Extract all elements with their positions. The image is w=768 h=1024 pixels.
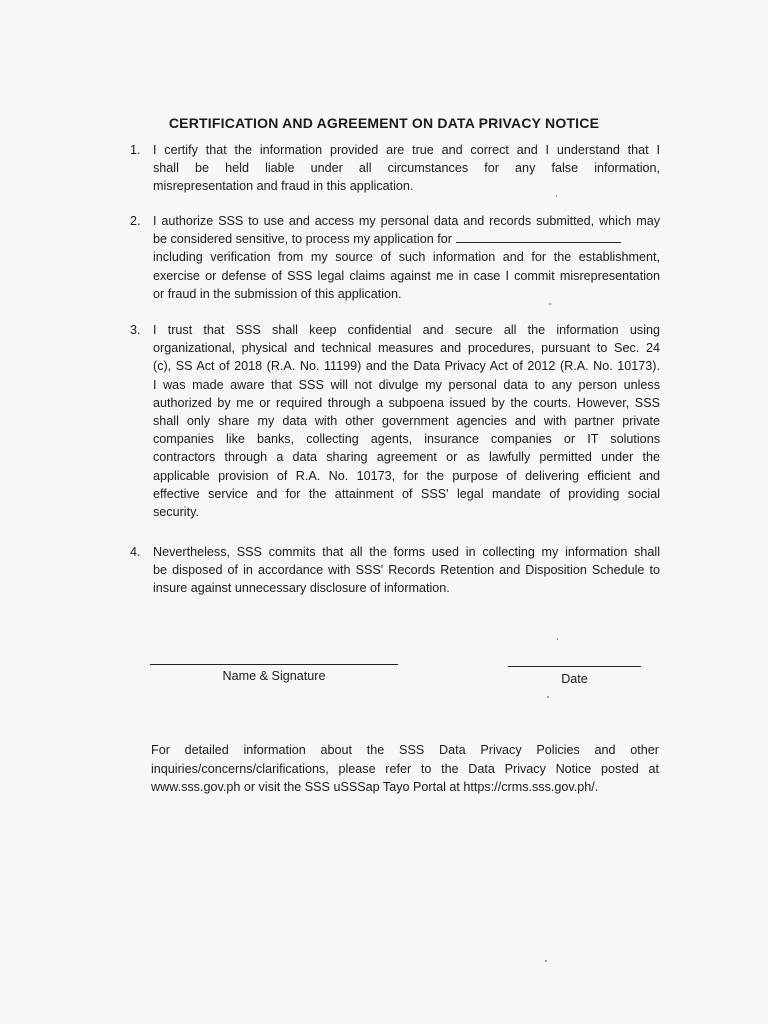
footer-note — [151, 741, 659, 797]
item-text-line: applicable provision of R.A. No. 10173, for the purpose of delivering efficient and — [153, 468, 660, 483]
item-text-line: contractors through a data sharing agreement or as lawfully permitted under the — [153, 450, 660, 465]
item-text-line: authorized by me or required through a subpoena issued by the courts. However, SSS — [153, 395, 660, 410]
item-text-line: misrepresentation and fraud in this application. — [153, 179, 414, 194]
item-text-line-with-blank — [153, 230, 660, 248]
item-text-line: or fraud in the submission of this application. — [153, 286, 402, 301]
date-line — [508, 666, 641, 667]
name-signature-line — [150, 664, 398, 665]
item-text-line: be disposed of in accordance with SSS' Records Retention and Disposition Schedule to — [153, 563, 660, 578]
name-signature-label: Name & Signature — [222, 669, 326, 683]
item-text-line: I was made aware that SSS will not divulge my personal data to any person unless — [153, 377, 660, 392]
item-text-line: Nevertheless, SSS commits that all the forms used in collecting my information shall — [153, 545, 660, 559]
item-text-line: I authorize SSS to use and access my personal data and records submitted, which may — [153, 214, 660, 228]
item-number: 2. — [130, 214, 141, 228]
list-item-3 — [130, 321, 660, 521]
footer-text-line: inquiries/concerns/clarifications, please refer to the Data Privacy Notice posted at — [151, 761, 659, 776]
footer-text-line: For detailed information about the SSS Data Privacy Policies and other — [151, 743, 659, 757]
scan-speck — [556, 195, 557, 197]
item-text-line: including verification from my source of such information and for the establishment, — [153, 250, 660, 265]
list-item-1 — [130, 141, 660, 196]
item-text-line: I certify that the information provided are true and correct and I understand that I — [153, 143, 660, 157]
item-text-line: security. — [153, 505, 199, 520]
item-text-line: I trust that SSS shall keep confidential and secure all the information using — [153, 323, 660, 337]
item-text-line: effective service and for the attainment of SSS' legal mandate of providing social — [153, 486, 660, 501]
list-item-4 — [130, 543, 660, 598]
item-text-line: insure against unnecessary disclosure of information. — [153, 581, 450, 596]
item-text-line: exercise or defense of SSS legal claims against me in case I commit misrepresentation — [153, 268, 660, 283]
item-number: 3. — [130, 323, 141, 337]
document-title: CERTIFICATION AND AGREEMENT ON DATA PRIVACY NOTICE — [168, 115, 600, 131]
date-label: Date — [561, 672, 588, 686]
item-text-line: companies like banks, collecting agents, insurance companies or IT solutions — [153, 432, 660, 447]
footer-text-line: www.sss.gov.ph or visit the SSS uSSSap Tayo Portal at https://crms.sss.gov.ph/. — [151, 780, 599, 794]
scan-speck — [549, 303, 551, 305]
scan-speck — [547, 696, 549, 698]
item-text-line: shall be held liable under all circumstances for any false information, — [153, 161, 660, 176]
list-item-2 — [130, 212, 660, 303]
item-number: 1. — [130, 143, 141, 157]
scan-speck — [557, 638, 558, 640]
item-number: 4. — [130, 545, 141, 559]
scan-speck — [545, 960, 547, 962]
application-type-blank — [456, 230, 621, 243]
item-text-line: shall only share my data with other government agencies and with partner private — [153, 414, 660, 429]
item-text-line: (c), SS Act of 2018 (R.A. No. 11199) and the Data Privacy Act of 2012 (R.A. No. 10173). — [153, 359, 660, 374]
item-text-line: organizational, physical and technical measures and procedures, pursuant to Sec. 24 — [153, 341, 660, 356]
item-text: be considered sensitive, to process my application for — [153, 232, 452, 247]
